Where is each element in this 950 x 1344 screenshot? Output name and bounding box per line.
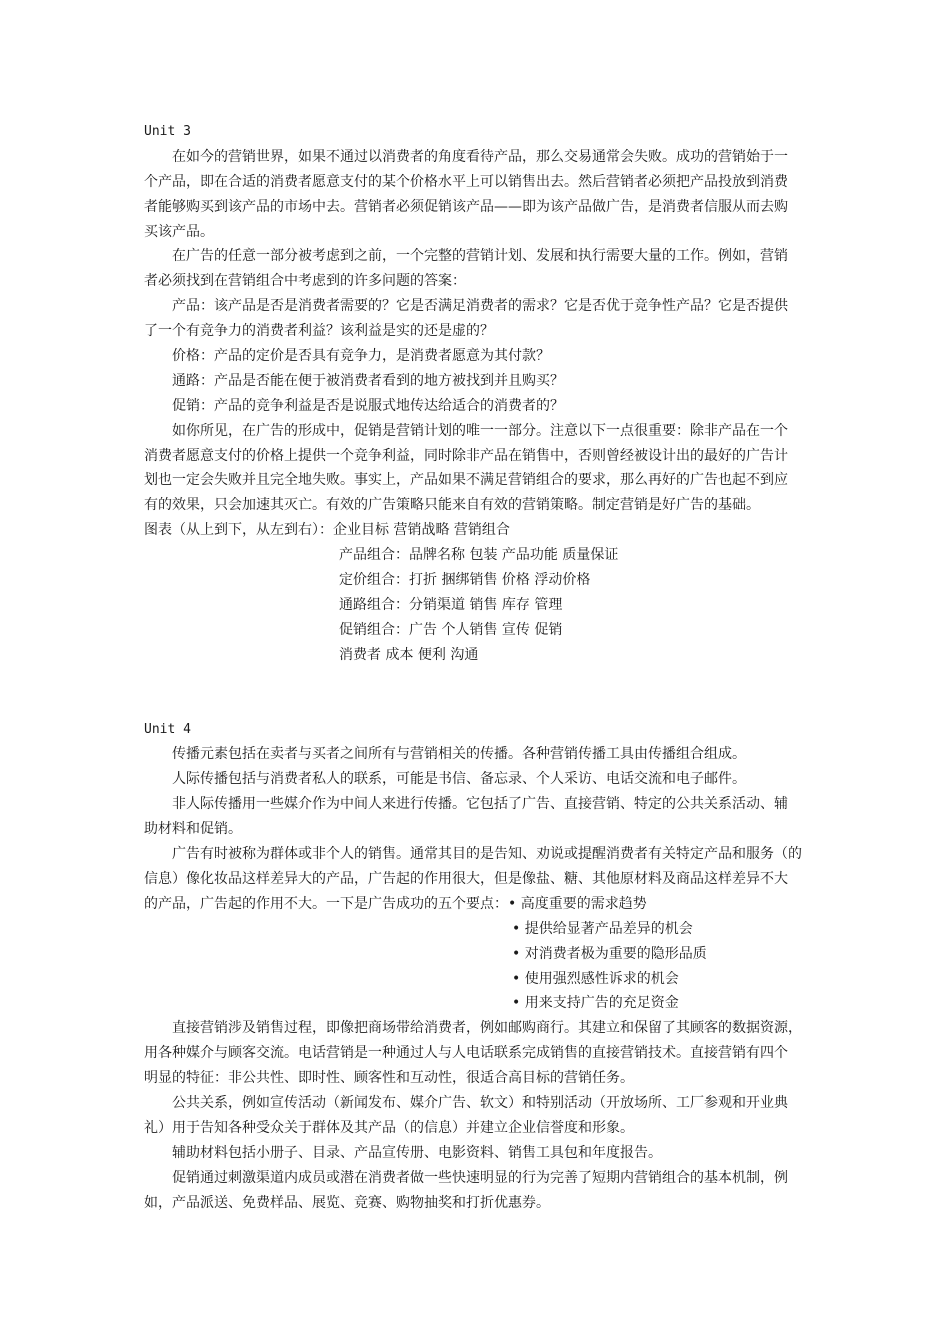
paragraph-line: 促销通过刺激渠道内成员或潜在消费者做一些快速明显的行为完善了短期内营销组合的基本机制，例: [172, 1169, 788, 1186]
paragraph-line: 直接营销涉及销售过程，即像把商场带给消费者，例如邮购商行。其建立和保留了其顾客的数据资源，: [172, 1020, 802, 1037]
diagram-line: 产品组合：品牌名称 包装 产品功能 质量保证: [339, 547, 619, 564]
paragraph-line: 产品：该产品是否是消费者需要的？它是否满足消费者的需求？它是否优于竞争性产品？它是否提供: [172, 298, 788, 315]
paragraph-line: 助材料和促销。: [144, 821, 242, 838]
paragraph-line: 的产品，广告起的作用不大。一下是广告成功的五个要点：• 高度重要的需求趋势: [144, 895, 647, 912]
unit3-heading: Unit 3: [144, 124, 191, 139]
paragraph-line: 如，产品派送、免费样品、展览、竞赛、购物抽奖和打折优惠券。: [144, 1194, 550, 1211]
paragraph-line: 了一个有竞争力的消费者利益？该利益是实的还是虚的？: [144, 323, 494, 340]
paragraph-line: 个产品，即在合适的消费者愿意支付的某个价格水平上可以销售出去。然后营销者必须把产品投放到消费: [144, 173, 788, 190]
diagram-line: 定价组合：打折 捆绑销售 价格 浮动价格: [339, 572, 591, 589]
paragraph-line: 信息）像化妆品这样差异大的产品，广告起的作用很大，但是像盐、糖、其他原材料及商品这样差异不大: [144, 870, 788, 887]
paragraph-line: 通路：产品是否能在便于被消费者看到的地方被找到并且购买？: [172, 372, 564, 389]
paragraph-line: 在如今的营销世界，如果不通过以消费者的角度看待产品，那么交易通常会失败。成功的营销始于一: [172, 148, 788, 165]
document-page: [144, 120, 808, 1215]
paragraph-line: 促销：产品的竞争利益是否是说服式地传达给适合的消费者的？: [172, 397, 564, 414]
paragraph-line: 礼）用于告知各种受众关于群体及其产品（的信息）并建立企业信誉度和形象。: [144, 1119, 634, 1136]
paragraph-line: 明显的特征：非公共性、即时性、顾客性和互动性，很适合高目标的营销任务。: [144, 1070, 634, 1087]
paragraph-line: 辅助材料包括小册子、目录、产品宣传册、电影资料、销售工具包和年度报告。: [172, 1144, 662, 1161]
paragraph-line: 公共关系，例如宣传活动（新闻发布、媒介广告、软文）和特别活动（开放场所、工厂参观和开业典: [172, 1094, 788, 1111]
section-spacer: [144, 668, 808, 718]
paragraph-line: 买该产品。: [144, 223, 214, 240]
paragraph-line: 广告有时被称为群体或非个人的销售。通常其目的是告知、劝说或提醒消费者有关特定产品和服务（的: [172, 846, 802, 863]
paragraph-line: 有的效果，只会加速其灭亡。有效的广告策略只能来自有效的营销策略。制定营销是好广告的基础。: [144, 497, 760, 514]
diagram-caption: 图表（从上到下，从左到右）：企业目标 营销战略 营销组合: [144, 522, 510, 539]
paragraph-line: 者能够购买到该产品的市场中去。营销者必须促销该产品——即为该产品做广告，是消费者信服从而去购: [144, 198, 788, 215]
diagram-line: 促销组合：广告 个人销售 宣传 促销: [339, 621, 563, 638]
paragraph-line: 价格：产品的定价是否具有竞争力，是消费者愿意为其付款？: [172, 348, 550, 365]
bullet-item: • 用来支持广告的充足资金: [512, 995, 679, 1012]
unit4-heading: Unit 4: [144, 721, 191, 737]
bullet-item: • 提供给显著产品差异的机会: [512, 920, 693, 937]
paragraph-line: 用各种媒介与顾客交流。电话营销是一种通过人与人电话联系完成销售的直接营销技术。直接营销有四个: [144, 1045, 788, 1062]
paragraph-line: 如你所见，在广告的形成中，促销是营销计划的唯一一部分。注意以下一点很重要：除非产品在一个: [172, 422, 788, 439]
diagram-line: 消费者 成本 便利 沟通: [339, 646, 479, 663]
paragraph-line: 传播元素包括在卖者与买者之间所有与营销相关的传播。各种营销传播工具由传播组合组成。: [172, 746, 746, 763]
paragraph-line: 在广告的任意一部分被考虑到之前，一个完整的营销计划、发展和执行需要大量的工作。例如，营销: [172, 248, 788, 265]
paragraph-line: 非人际传播用一些媒介作为中间人来进行传播。它包括了广告、直接营销、特定的公共关系活动、辅: [172, 796, 788, 813]
paragraph-line: 者必须找到在营销组合中考虑到的许多问题的答案：: [144, 273, 466, 290]
paragraph-line: 消费者愿意支付的价格上提供一个竞争利益，同时除非产品在销售中，否则曾经被设计出的最好的广告计: [144, 447, 788, 464]
paragraph-line: 人际传播包括与消费者私人的联系，可能是书信、备忘录、个人采访、电话交流和电子邮件。: [172, 771, 746, 788]
bullet-item: • 对消费者极为重要的隐形品质: [512, 945, 707, 962]
diagram-line: 通路组合：分销渠道 销售 库存 管理: [339, 596, 563, 613]
paragraph-line: 划也一定会失败并且完全地失败。事实上，产品如果不满足营销组合的要求，那么再好的广告也起不到应: [144, 472, 788, 489]
bullet-item: • 使用强烈感性诉求的机会: [512, 970, 679, 987]
